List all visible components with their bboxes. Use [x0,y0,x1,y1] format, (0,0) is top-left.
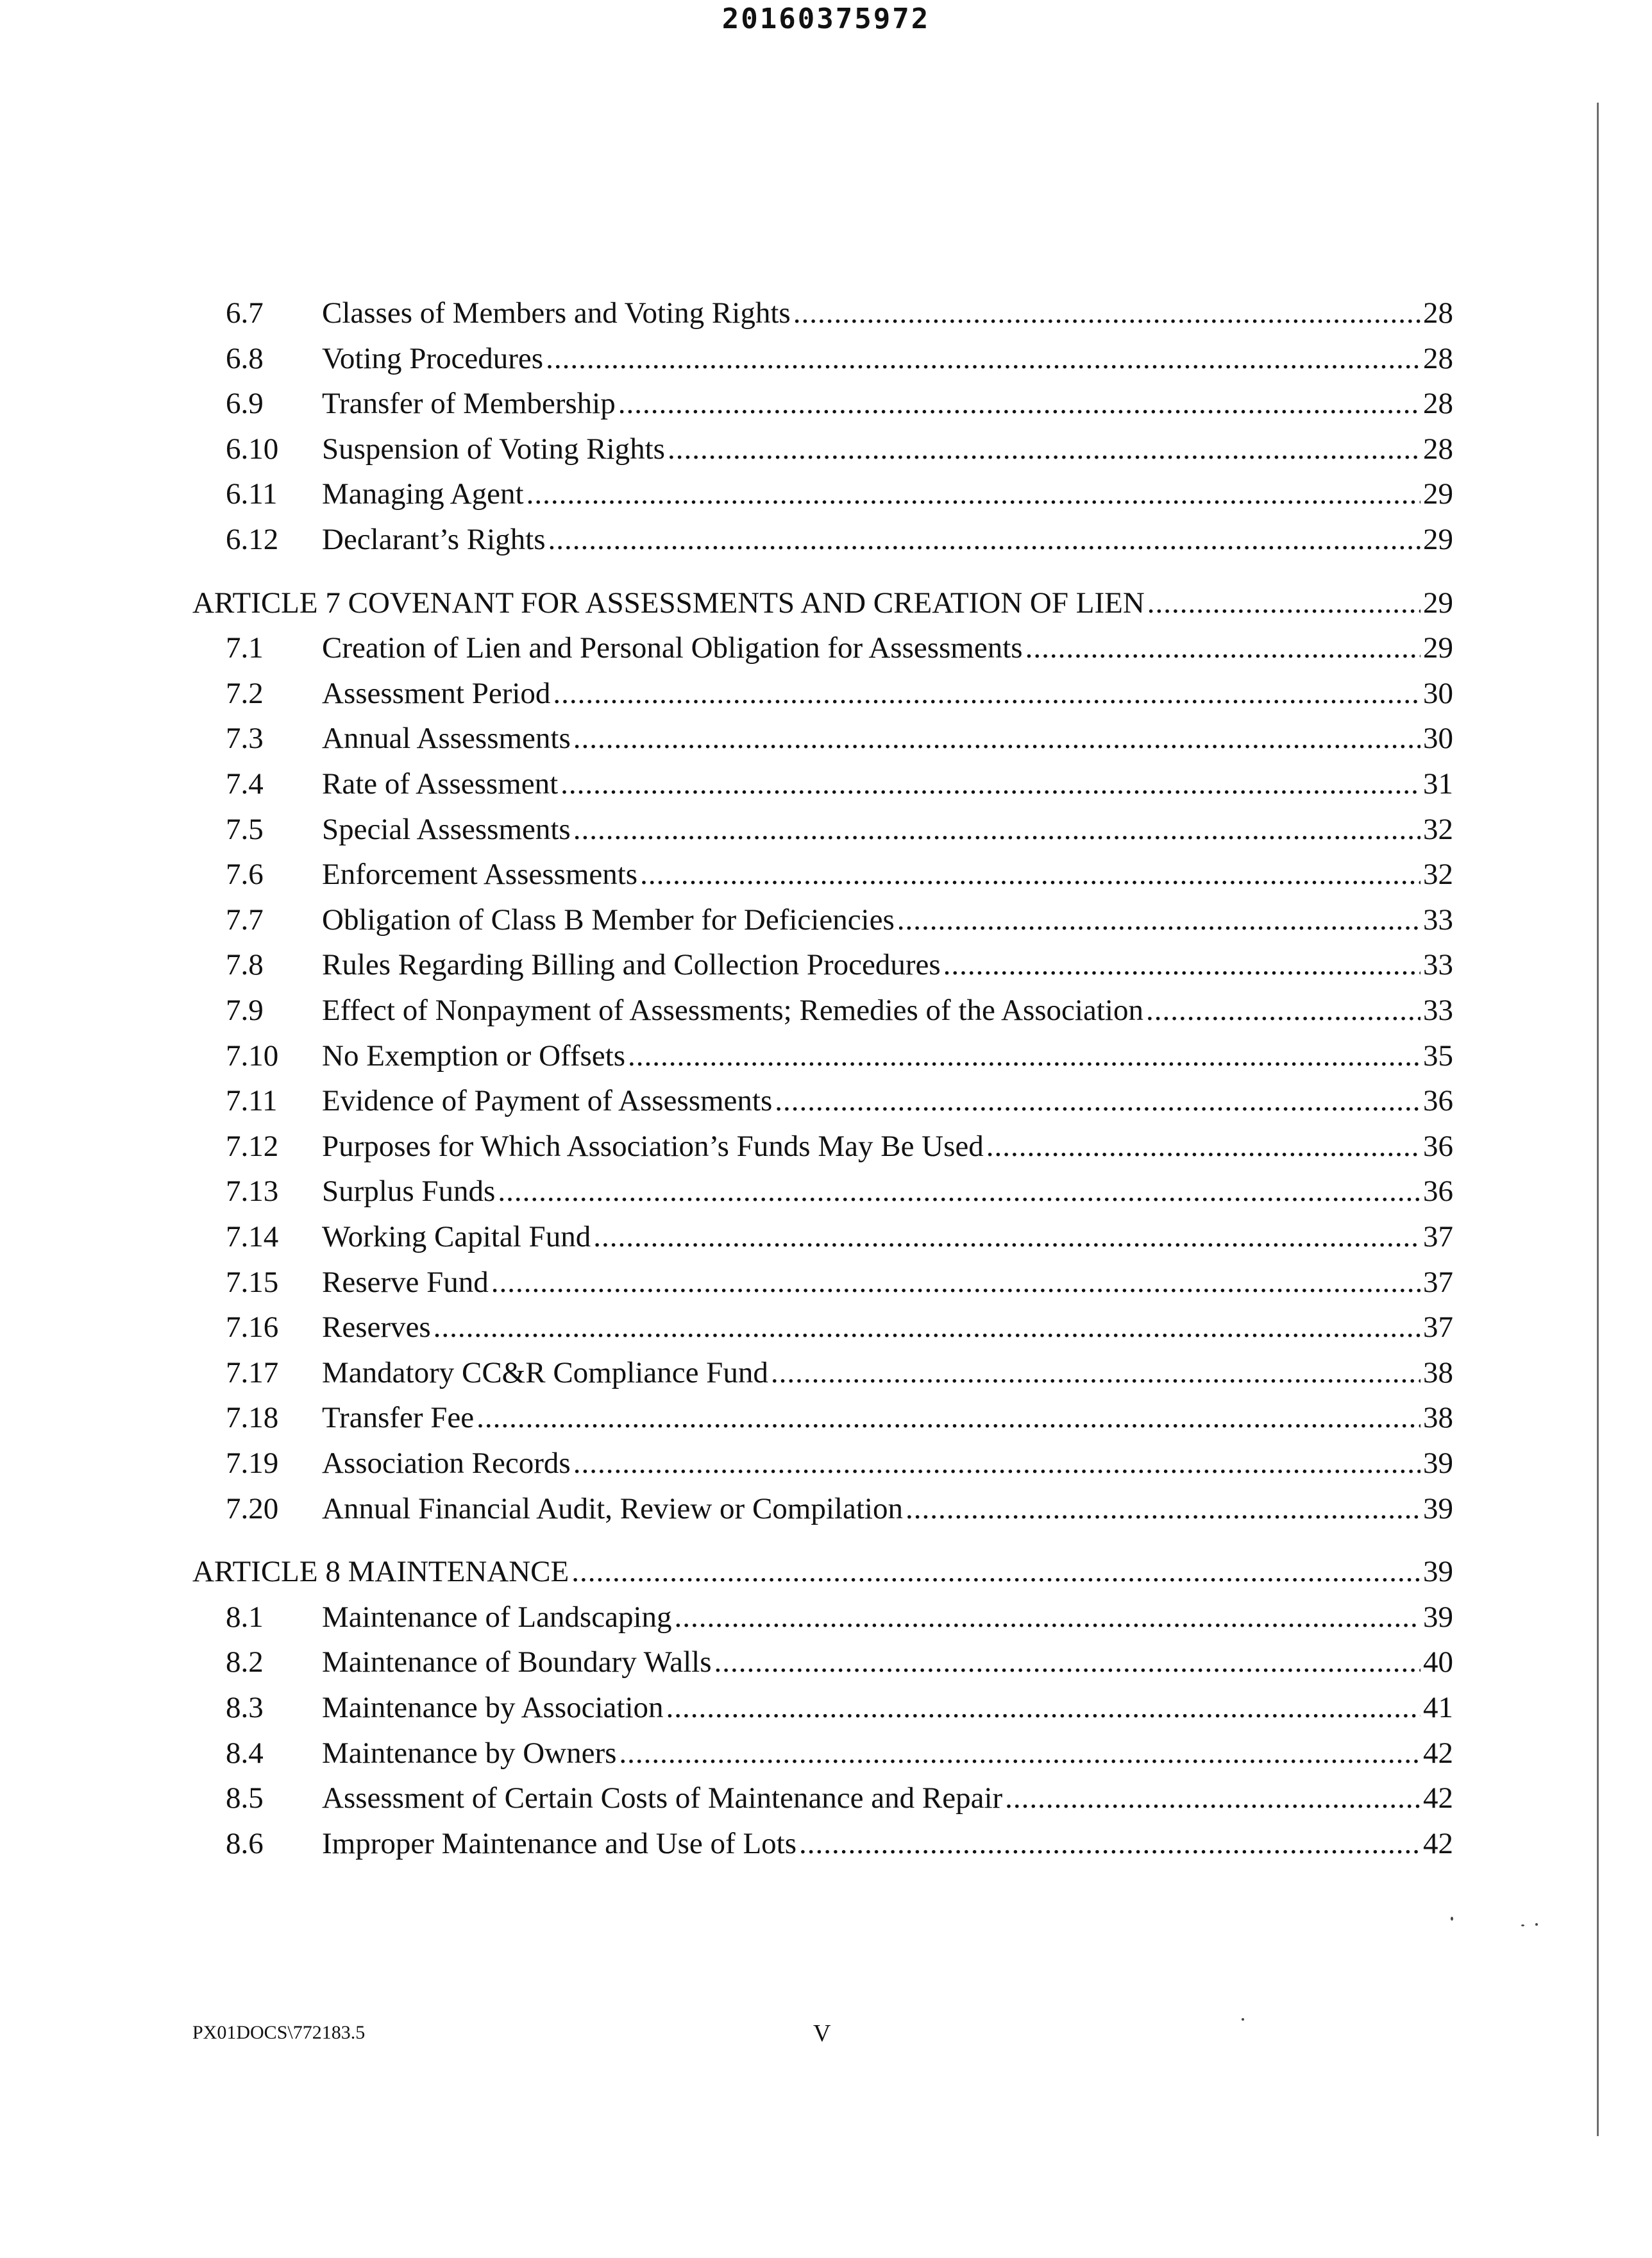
toc-page-number: 31 [1423,767,1453,801]
toc-entry-line [322,1308,1453,1346]
toc-page-number: 41 [1423,1691,1453,1724]
toc-section-title: Maintenance of Landscaping [322,1600,672,1634]
toc-page-number: 35 [1423,1039,1453,1073]
toc-page-number: 28 [1423,342,1453,375]
toc-dot-leader [618,384,1420,423]
toc-page-number: 42 [1423,1781,1453,1815]
toc-section-title: Assessment Period [322,677,551,710]
toc-section-title: Maintenance by Association [322,1691,664,1724]
toc-entry-line [322,1779,1453,1817]
toc-section-title: Reserves [322,1311,431,1344]
toc-page-number: 30 [1423,677,1453,710]
toc-section-number: 8.5 [226,1781,264,1815]
toc-section-number: 7.17 [226,1356,279,1389]
toc-section-title: Maintenance of Boundary Walls [322,1645,712,1679]
toc-dot-leader [560,765,1420,803]
toc-section-row [0,855,1652,894]
toc-page-number: 28 [1423,387,1453,420]
toc-dot-leader [640,855,1420,894]
toc-section-row [0,629,1652,667]
toc-section-row [0,1354,1652,1392]
toc-entry-line [322,991,1453,1030]
toc-section-row [0,1172,1652,1210]
toc-section-row [0,1127,1652,1166]
toc-page-number: 36 [1423,1130,1453,1163]
toc-section-title: Maintenance by Owners [322,1736,617,1770]
toc-page-number: 37 [1423,1220,1453,1253]
toc-section-number: 7.7 [226,903,264,937]
toc-section-row [0,719,1652,758]
toc-section-title: Special Assessments [322,813,571,846]
toc-section-title: Voting Procedures [322,342,544,375]
toc-dot-leader [793,294,1420,332]
toc-page-number: 37 [1423,1311,1453,1344]
toc-section-title: Declarant’s Rights [322,523,546,556]
toc-section-number: 8.4 [226,1736,264,1770]
toc-section-number: 6.8 [226,342,264,375]
toc-section-number: 7.6 [226,858,264,891]
scan-speck [1521,1924,1524,1926]
toc-section-row [0,1218,1652,1256]
toc-dot-leader [799,1824,1420,1863]
toc-dot-leader [593,1218,1420,1256]
toc-section-row [0,901,1652,939]
toc-entry-line [322,430,1453,468]
toc-section-number: 7.9 [226,994,264,1027]
toc-dot-leader [434,1308,1420,1346]
toc-section-row [0,339,1652,378]
toc-page-number: 28 [1423,432,1453,466]
toc-section-number: 8.1 [226,1600,264,1634]
toc-entry-line [322,294,1453,332]
toc-page-number: 29 [1423,631,1453,665]
toc-section-row [0,520,1652,559]
toc-page-number: 42 [1423,1827,1453,1860]
toc-entry-line [322,629,1453,667]
toc-page-number: 39 [1423,1492,1453,1525]
toc-section-number: 7.13 [226,1175,279,1208]
toc-entry-line [322,719,1453,758]
toc-section-title: Annual Financial Audit, Review or Compilation [322,1492,903,1525]
toc-dot-leader [1005,1779,1420,1817]
toc-section-number: 7.5 [226,813,264,846]
toc-section-row [0,1688,1652,1727]
toc-section-row [0,1444,1652,1482]
toc-section-title: No Exemption or Offsets [322,1039,625,1073]
toc-section-number: 7.1 [226,631,264,665]
toc-section-title: Association Records [322,1447,571,1480]
toc-section-row [0,1824,1652,1863]
toc-page-number: 42 [1423,1736,1453,1770]
toc-entry-line [322,1263,1453,1302]
toc-section-number: 7.20 [226,1492,279,1525]
toc-page-number: 28 [1423,296,1453,330]
toc-section-number: 8.6 [226,1827,264,1860]
toc-page-number: 38 [1423,1356,1453,1389]
toc-section-number: 6.9 [226,387,264,420]
toc-dot-leader [675,1598,1420,1636]
toc-dot-leader [986,1127,1420,1166]
toc-section-number: 7.3 [226,722,264,755]
toc-page-number: 33 [1423,903,1453,937]
toc-dot-leader [1146,991,1420,1030]
toc-entry-line [322,1172,1453,1210]
toc-page-number: 29 [1423,477,1453,511]
toc-section-row [0,1779,1652,1817]
toc-section-row [0,674,1652,713]
toc-section-number: 6.10 [226,432,279,466]
toc-dot-leader [553,674,1420,713]
toc-entry-line [322,810,1453,849]
toc-entry-line [322,1444,1453,1482]
toc-entry-line [322,1082,1453,1120]
toc-dot-leader [476,1398,1420,1437]
toc-section-number: 7.15 [226,1266,279,1299]
toc-section-title: Suspension of Voting Rights [322,432,665,466]
toc-section-title: Transfer Fee [322,1401,475,1434]
toc-entry-line [322,1688,1453,1727]
toc-section-title: Improper Maintenance and Use of Lots [322,1827,796,1860]
toc-entry-line [322,765,1453,803]
toc-section-number: 6.11 [226,477,278,511]
toc-section-row [0,1398,1652,1437]
toc-dot-leader [1025,629,1420,667]
toc-entry-line [322,1643,1453,1681]
toc-section-number: 6.12 [226,523,279,556]
toc-entry-line [322,520,1453,559]
toc-page-number: 38 [1423,1401,1453,1434]
toc-section-number: 7.10 [226,1039,279,1073]
toc-section-row [0,1082,1652,1120]
toc-dot-leader [573,1444,1420,1482]
toc-dot-leader [571,1552,1420,1591]
toc-section-row [0,1643,1652,1681]
toc-page-number: 29 [1423,586,1453,620]
toc-section-row [0,1490,1652,1528]
toc-section-row [0,384,1652,423]
toc-dot-leader [548,520,1420,559]
toc-section-row [0,1037,1652,1075]
toc-section-row [0,946,1652,984]
toc-section-title: Mandatory CC&R Compliance Fund [322,1356,768,1389]
scan-speck [1535,1923,1538,1926]
toc-section-row [0,810,1652,849]
toc-page-number: 32 [1423,858,1453,891]
toc-article-row [0,1552,1652,1591]
toc-article-row [0,584,1652,622]
toc-dot-leader [714,1643,1421,1681]
scan-speck [1451,1917,1453,1921]
toc-dot-leader [771,1354,1420,1392]
toc-section-number: 7.8 [226,948,264,981]
toc-page-number: 29 [1423,523,1453,556]
toc-section-row [0,1598,1652,1636]
toc-dot-leader [666,1688,1420,1727]
toc-section-row [0,294,1652,332]
toc-section-number: 7.2 [226,677,264,710]
toc-section-row [0,475,1652,513]
toc-section-title: Managing Agent [322,477,524,511]
toc-entry-line [322,1598,1453,1636]
toc-page-number: 30 [1423,722,1453,755]
toc-page-number: 32 [1423,813,1453,846]
toc-entry-line [322,384,1453,423]
toc-page-number: 37 [1423,1266,1453,1299]
toc-section-title: Effect of Nonpayment of Assessments; Remedies of the Association [322,994,1143,1027]
toc-section-number: 7.11 [226,1084,278,1117]
toc-dot-leader [897,901,1420,939]
toc-section-number: 7.19 [226,1447,279,1480]
toc-dot-leader [491,1263,1420,1302]
toc-entry-line [322,339,1453,378]
toc-section-title: Enforcement Assessments [322,858,638,891]
toc-entry-line [322,1218,1453,1256]
toc-entry-line [322,855,1453,894]
toc-section-row [0,1263,1652,1302]
toc-entry-line [322,1398,1453,1437]
toc-dot-leader [943,946,1420,984]
toc-page-number: 40 [1423,1645,1453,1679]
toc-section-row [0,1308,1652,1346]
toc-dot-leader [573,810,1420,849]
toc-section-title: Obligation of Class B Member for Deficiencies [322,903,895,937]
toc-section-title: Transfer of Membership [322,387,616,420]
toc-page-number: 39 [1423,1600,1453,1634]
toc-dot-leader [546,339,1420,378]
toc-dot-leader [573,719,1420,758]
toc-dot-leader [1147,584,1420,622]
toc-section-number: 7.14 [226,1220,279,1253]
toc-entry-line [322,1734,1453,1772]
toc-entry-line [322,475,1453,513]
toc-section-number: 7.18 [226,1401,279,1434]
toc-section-title: Surplus Funds [322,1175,496,1208]
toc-section-title: Purposes for Which Association’s Funds May Be Used [322,1130,984,1163]
toc-section-title: Rules Regarding Billing and Collection Procedures [322,948,941,981]
toc-dot-leader [498,1172,1420,1210]
toc-section-title: Evidence of Payment of Assessments [322,1084,773,1117]
toc-section-title: Reserve Fund [322,1266,489,1299]
toc-entry-line [322,1127,1453,1166]
toc-dot-leader [527,475,1420,513]
toc-page-number: 36 [1423,1084,1453,1117]
toc-entry-line [322,1824,1453,1863]
document-number: 20160375972 [721,3,931,35]
toc-section-row [0,430,1652,468]
toc-section-number: 8.2 [226,1645,264,1679]
toc-entry-line [322,946,1453,984]
toc-section-number: 7.16 [226,1311,279,1344]
toc-section-row [0,991,1652,1030]
toc-entry-line [322,1037,1453,1075]
toc-entry-line [322,674,1453,713]
toc-entry-line [192,1552,1453,1591]
toc-article-title: ARTICLE 8 MAINTENANCE [192,1555,569,1588]
footer-document-reference: PX01DOCS\772183.5 [192,2022,366,2043]
scan-speck [1242,2018,1244,2021]
toc-dot-leader [906,1490,1420,1528]
toc-section-number: 7.12 [226,1130,279,1163]
toc-section-title: Working Capital Fund [322,1220,591,1253]
toc-section-row [0,765,1652,803]
toc-dot-leader [775,1082,1420,1120]
toc-dot-leader [619,1734,1420,1772]
footer-page-label: V [813,2020,831,2047]
toc-section-title: Creation of Lien and Personal Obligation for Assessments [322,631,1023,665]
toc-section-number: 8.3 [226,1691,264,1724]
toc-page-number: 33 [1423,994,1453,1027]
toc-section-title: Annual Assessments [322,722,571,755]
toc-page-number: 39 [1423,1555,1453,1588]
toc-page-number: 33 [1423,948,1453,981]
toc-entry-line [192,584,1453,622]
toc-entry-line [322,901,1453,939]
toc-page-number: 36 [1423,1175,1453,1208]
toc-entry-line [322,1354,1453,1392]
toc-section-row [0,1734,1652,1772]
toc-section-title: Classes of Members and Voting Rights [322,296,791,330]
toc-dot-leader [668,430,1420,468]
toc-page-number: 39 [1423,1447,1453,1480]
toc-section-title: Assessment of Certain Costs of Maintenance and Repair [322,1781,1003,1815]
toc-section-title: Rate of Assessment [322,767,559,801]
toc-section-number: 6.7 [226,296,264,330]
toc-article-title: ARTICLE 7 COVENANT FOR ASSESSMENTS AND CREATION OF LIEN [192,586,1145,620]
toc-dot-leader [628,1037,1420,1075]
toc-entry-line [322,1490,1453,1528]
toc-section-number: 7.4 [226,767,264,801]
